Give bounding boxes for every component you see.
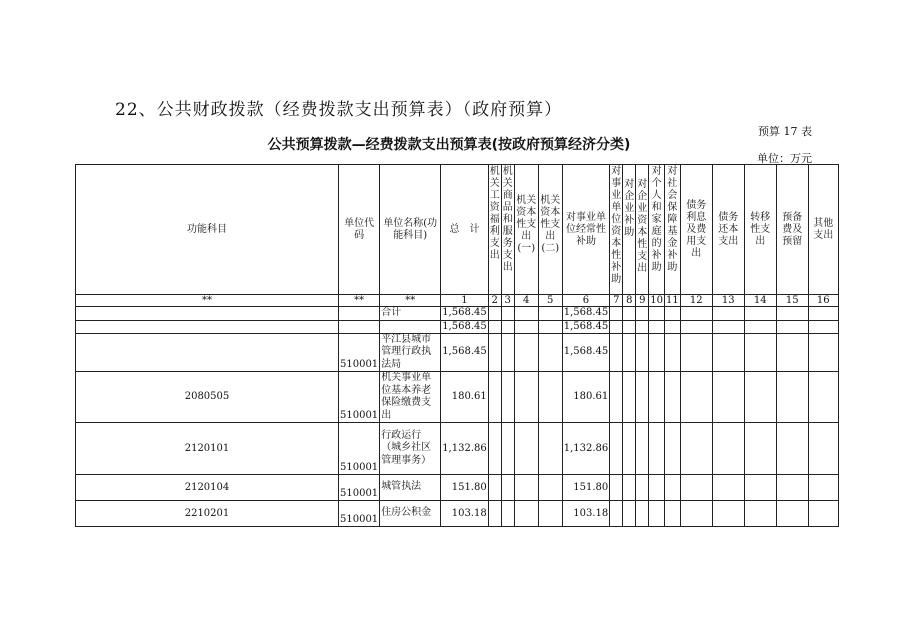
header-c3: 机关资本性支出(一) [514, 165, 538, 295]
amount-cell-c6 [610, 333, 623, 372]
amount-cell-c4 [538, 372, 562, 423]
header-total: 总 计 [441, 165, 489, 295]
amount-cell-c11 [680, 372, 712, 423]
amount-cell-c9 [649, 475, 665, 501]
amount-cell-c14 [776, 307, 808, 321]
unit-name-cell: 住房公积金 [380, 501, 441, 527]
amount-cell-c6 [610, 475, 623, 501]
amount-cell-c6 [610, 320, 623, 333]
header-code: 单位代码 [339, 165, 380, 295]
unit-code-cell [339, 320, 380, 333]
amount-cell-c3 [514, 501, 538, 527]
func-code-cell: 2080505 [76, 372, 339, 423]
unit-code-cell [339, 307, 380, 321]
amount-cell-c12 [712, 307, 744, 321]
amount-cell-c8 [636, 423, 649, 475]
amount-cell-c4 [538, 475, 562, 501]
total-cell: 1,568.45 [442, 320, 487, 332]
amount-cell-c1 [488, 423, 501, 475]
amount-cell-c3 [514, 423, 538, 475]
amount-cell-c5: 151.80 [562, 475, 610, 501]
amount-cell-c5: 1,568.45 [563, 307, 609, 319]
amount-cell-c10 [664, 423, 680, 475]
table-row [76, 307, 839, 321]
header-c6: 对事业单位资本性补助 [610, 165, 623, 295]
amount-cell-c13 [744, 423, 776, 475]
column-index-cell: 1 [441, 295, 489, 307]
table-row [76, 372, 839, 423]
column-index-cell: 10 [650, 295, 663, 306]
amount-cell-c1 [488, 372, 501, 423]
amount-cell-c7 [623, 423, 636, 475]
column-index-cell: 11 [665, 295, 679, 306]
column-index-cell: 15 [776, 295, 808, 307]
amount-cell-c2 [501, 307, 514, 321]
amount-cell-c1 [488, 475, 501, 501]
amount-cell-c3 [514, 475, 538, 501]
amount-cell-c2 [501, 333, 514, 372]
amount-cell-c14 [776, 475, 808, 501]
amount-cell-c3 [514, 307, 538, 321]
total-cell: 151.80 [441, 475, 489, 501]
total-cell: 1,568.45 [441, 333, 489, 372]
column-index-cell: 9 [636, 295, 649, 307]
header-c13: 转移性支出 [744, 165, 776, 295]
table-row [76, 423, 839, 475]
unit-code-cell: 510001 [339, 372, 380, 423]
column-index-cell: 8 [623, 295, 636, 307]
amount-cell-c3 [514, 372, 538, 423]
amount-cell-c6 [610, 307, 623, 321]
amount-cell-c14 [776, 333, 808, 372]
column-index-cell: 2 [488, 295, 501, 307]
column-index-cell: 14 [744, 295, 776, 307]
unit-code-cell: 510001 [339, 501, 380, 527]
amount-cell-c14 [776, 423, 808, 475]
amount-cell-c12 [712, 372, 744, 423]
amount-cell-c7 [623, 475, 636, 501]
amount-cell-c3 [514, 333, 538, 372]
amount-cell-c8 [636, 320, 649, 333]
amount-cell-c4 [538, 501, 562, 527]
header-c12: 债务还本支出 [712, 165, 744, 295]
amount-cell-c1 [488, 501, 501, 527]
amount-cell-c2 [501, 501, 514, 527]
total-cell: 103.18 [441, 501, 489, 527]
unit-label: 单位：万元 [757, 152, 812, 165]
column-index-cell: 7 [610, 295, 623, 307]
amount-cell-c5: 1,132.86 [562, 423, 610, 475]
column-index-cell: 3 [501, 295, 514, 307]
amount-cell-c8 [636, 501, 649, 527]
amount-cell-c11 [680, 475, 712, 501]
column-index-cell: 13 [712, 295, 744, 307]
header-func: 功能科目 [76, 165, 339, 295]
amount-cell-c10 [664, 320, 680, 333]
amount-cell-c15 [808, 307, 838, 321]
unit-name-cell: 合计 [380, 307, 441, 321]
amount-cell-c15 [808, 423, 838, 475]
amount-cell-c1 [488, 333, 501, 372]
amount-cell-c13 [744, 333, 776, 372]
amount-cell-c8 [636, 372, 649, 423]
amount-cell-c4 [538, 333, 562, 372]
unit-name-cell: 城管执法 [380, 475, 441, 501]
amount-cell-c12 [712, 475, 744, 501]
amount-cell-c13 [744, 307, 776, 321]
amount-cell-c7 [623, 372, 636, 423]
unit-code-cell: 510001 [339, 423, 380, 475]
unit-code-cell: 510001 [339, 475, 380, 501]
func-code-cell: 2120101 [76, 423, 339, 475]
header-c5: 对事业单位经常性补助 [562, 165, 610, 295]
unit-name-cell [380, 320, 441, 333]
header-c8: 对企业资本性支出 [636, 165, 649, 295]
amount-cell-c7 [623, 333, 636, 372]
amount-cell-c10 [664, 501, 680, 527]
amount-cell-c2 [501, 423, 514, 475]
column-index-cell: 16 [808, 295, 838, 307]
amount-cell-c15 [808, 320, 838, 333]
header-c4: 机关资本性支出(二) [538, 165, 562, 295]
table-title: 公共预算拨款—经费拨款支出预算表(按政府预算经济分类) [267, 137, 631, 153]
table-row [76, 333, 839, 372]
amount-cell-c6 [610, 372, 623, 423]
amount-cell-c3 [514, 320, 538, 333]
func-code-cell: 2210201 [76, 501, 339, 527]
amount-cell-c1 [488, 320, 501, 333]
header-c14: 预备费及预留 [776, 165, 808, 295]
func-code-cell: 2120104 [76, 475, 339, 501]
amount-cell-c9 [649, 501, 665, 527]
amount-cell-c4 [538, 423, 562, 475]
func-code-cell [76, 307, 339, 321]
amount-cell-c15 [808, 372, 838, 423]
amount-cell-c4 [538, 307, 562, 321]
amount-cell-c10 [664, 475, 680, 501]
amount-cell-c9 [649, 423, 665, 475]
amount-cell-c8 [636, 307, 649, 321]
budget-table [75, 164, 839, 527]
amount-cell-c2 [501, 475, 514, 501]
amount-cell-c11 [680, 423, 712, 475]
table-row [76, 475, 839, 501]
header-c10: 对社会保障基金补助 [664, 165, 680, 295]
amount-cell-c2 [501, 372, 514, 423]
amount-cell-c10 [664, 372, 680, 423]
amount-cell-c5: 1,568.45 [563, 320, 609, 332]
func-code-cell [76, 320, 339, 333]
amount-cell-c9 [649, 372, 665, 423]
amount-cell-c12 [712, 320, 744, 333]
column-index-cell: 4 [514, 295, 538, 307]
header-c7: 对企业补助 [623, 165, 636, 295]
amount-cell-c9 [649, 333, 665, 372]
amount-cell-c11 [680, 501, 712, 527]
amount-cell-c6 [610, 423, 623, 475]
amount-cell-c7 [623, 307, 636, 321]
amount-cell-c12 [712, 423, 744, 475]
amount-cell-c11 [680, 333, 712, 372]
column-index-cell: ** [339, 295, 380, 307]
amount-cell-c4 [538, 320, 562, 333]
header-c2: 机关商品和服务支出 [501, 165, 514, 295]
amount-cell-c8 [636, 333, 649, 372]
amount-cell-c7 [623, 501, 636, 527]
column-index-cell: 5 [538, 295, 562, 307]
header-row [76, 165, 839, 295]
amount-cell-c14 [776, 320, 808, 333]
amount-cell-c13 [744, 475, 776, 501]
header-name: 单位名称(功能科目) [380, 165, 441, 295]
amount-cell-c9 [649, 307, 665, 321]
amount-cell-c10 [664, 307, 680, 321]
amount-cell-c11 [680, 307, 712, 321]
amount-cell-c9 [649, 320, 665, 333]
amount-cell-c13 [744, 372, 776, 423]
header-c9: 对个人和家庭的补助 [649, 165, 665, 295]
table-row [76, 501, 839, 527]
total-cell: 180.61 [441, 372, 489, 423]
amount-cell-c15 [808, 501, 838, 527]
amount-cell-c1 [488, 307, 501, 321]
amount-cell-c8 [636, 475, 649, 501]
amount-cell-c7 [623, 320, 636, 333]
form-number: 预算 17 表 [758, 125, 812, 138]
unit-name-cell: 平江县城市管理行政执法局 [380, 333, 441, 372]
amount-cell-c12 [712, 501, 744, 527]
amount-cell-c5: 103.18 [562, 501, 610, 527]
header-c15: 其他支出 [808, 165, 838, 295]
column-index-cell: ** [76, 295, 339, 307]
amount-cell-c14 [776, 372, 808, 423]
func-code-cell [76, 333, 339, 372]
column-index-cell: ** [380, 295, 441, 307]
total-cell: 1,568.45 [442, 307, 487, 319]
amount-cell-c5: 180.61 [562, 372, 610, 423]
amount-cell-c5: 1,568.45 [562, 333, 610, 372]
amount-cell-c15 [808, 475, 838, 501]
amount-cell-c2 [501, 320, 514, 333]
table-row [76, 320, 839, 333]
amount-cell-c15 [808, 333, 838, 372]
unit-code-cell: 510001 [339, 333, 380, 372]
total-cell: 1,132.86 [441, 423, 489, 475]
page-heading: 22、公共财政拨款（经费拨款支出预算表）（政府预算） [115, 100, 563, 120]
header-c11: 债务利息及费用支出 [680, 165, 712, 295]
amount-cell-c14 [776, 501, 808, 527]
column-index-cell: 12 [680, 295, 712, 307]
amount-cell-c13 [744, 501, 776, 527]
unit-name-cell: 机关事业单位基本养老保险缴费支出 [380, 372, 441, 423]
amount-cell-c6 [610, 501, 623, 527]
amount-cell-c13 [744, 320, 776, 333]
amount-cell-c10 [664, 333, 680, 372]
column-index-row [76, 295, 839, 307]
unit-name-cell: 行政运行（城乡社区管理事务） [380, 423, 441, 475]
column-index-cell: 6 [562, 295, 610, 307]
header-c1: 机关工资福利支出 [488, 165, 501, 295]
amount-cell-c12 [712, 333, 744, 372]
amount-cell-c11 [680, 320, 712, 333]
